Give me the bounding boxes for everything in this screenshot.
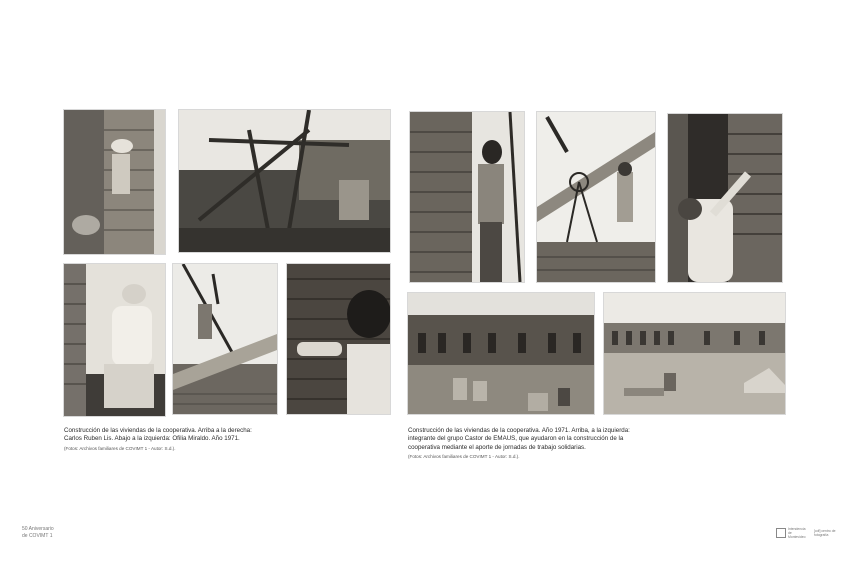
footer-line2: de COVIMT 1: [22, 532, 53, 539]
intendencia-emblem-icon: [776, 528, 786, 538]
caption-left-credit: (Fotos: Archivos familiares de COVIMT 1 - Autor: S.d.).: [64, 445, 176, 451]
photo-construction-site-aerial: [604, 293, 785, 414]
intendencia-logo: [776, 527, 808, 539]
photo-man-on-scaffold: [410, 112, 524, 282]
intendencia-logo-text: Intendencia de Montevideo: [788, 527, 806, 539]
photo-roof-frame-construction: [179, 110, 390, 252]
photo-houses-under-construction: [408, 293, 594, 414]
caption-right-credit: (Fotos: Archivos familiares de COVIMT 1 - Autor: S.d.).: [408, 454, 520, 460]
photo-woman-brick-wall: [64, 110, 165, 254]
caption-left-line1: Construcción de las viviendas de la cooperativa. Arriba a la derecha:: [64, 427, 252, 434]
cdf-logo-text: [cdf] centro de fotografía: [814, 529, 836, 537]
caption-left: [64, 427, 384, 452]
footer-line1: 50 Aniversario: [22, 526, 54, 532]
photo-woman-raising-brick: [668, 114, 782, 282]
caption-right-line3: cooperativa mediante el aporte de jornadas de trabajo solidarias.: [408, 443, 586, 451]
footer-anniversary: [22, 526, 54, 539]
caption-right: [408, 427, 748, 460]
photo-worker-with-wheel-hoist: [537, 112, 655, 282]
caption-left-line2: Carlos Ruben Lis. Abajo a la izquierda: Ofilia Miraldo. Año 1971.: [64, 435, 240, 443]
photo-woman-plastering-wall: [64, 264, 165, 416]
photo-hands-laying-bricks: [287, 264, 390, 414]
caption-right-line1: Construcción de las viviendas de la cooperativa. Año 1971. Arriba, a la izquierda:: [408, 427, 630, 434]
footer-logos: [776, 527, 840, 539]
caption-right-line2: integrante del grupo Castor de EMAUS, que ayudaron en la construcción de la: [408, 435, 624, 443]
photo-beam-lifting: [173, 264, 277, 414]
